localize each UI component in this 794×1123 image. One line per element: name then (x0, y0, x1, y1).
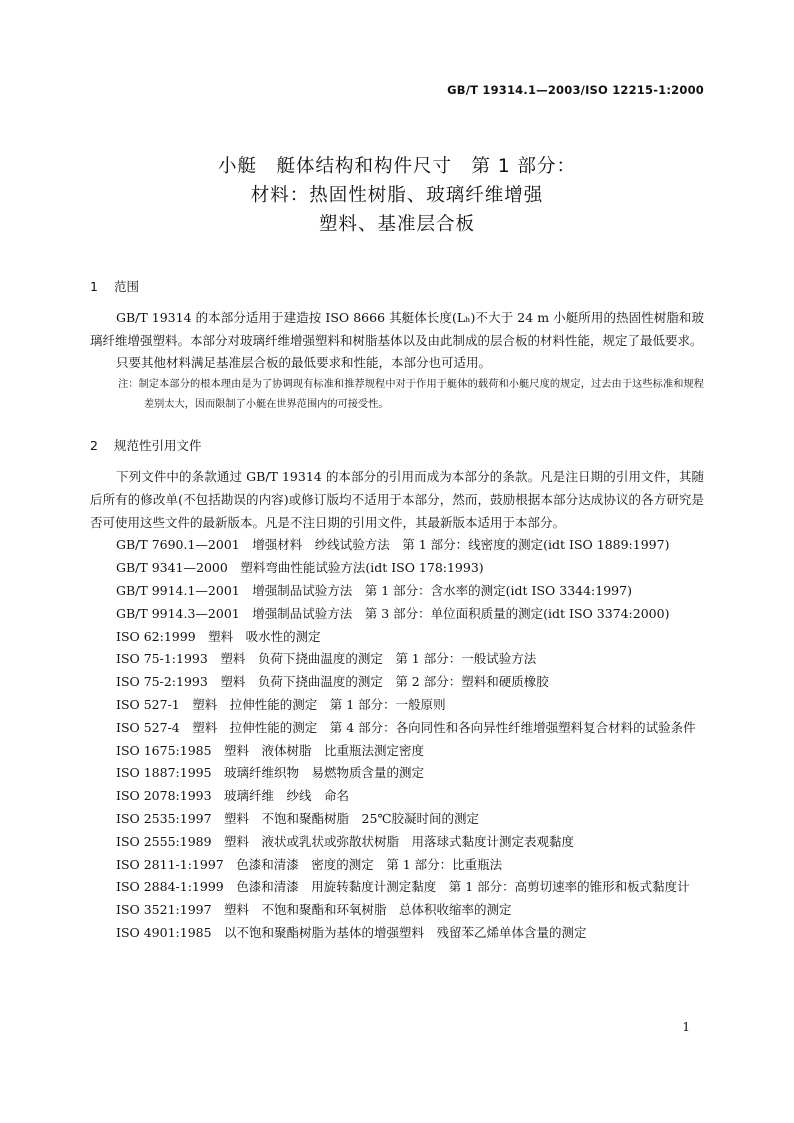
reference-item: ISO 2555:1989 塑料 液状或乳状或弥散状树脂 用落球式黏度计测定表观黏度 (116, 833, 575, 849)
reference-item: GB/T 9341—2000 塑料弯曲性能试验方法(idt ISO 178:1993) (116, 560, 484, 576)
scope-paragraph-2: 只要其他材料满足基准层合板的最低要求和性能，本部分也可适用。 (116, 355, 492, 371)
reference-item: ISO 2884-1:1999 色漆和清漆 用旋转黏度计测定黏度 第 1 部分：高剪切速率的锥形和板式黏度计 (116, 879, 690, 895)
section-2-number: 2 (90, 438, 98, 454)
section-1-heading (90, 276, 704, 299)
reference-item: ISO 1887:1995 玻璃纤维织物 易燃物质含量的测定 (116, 765, 425, 781)
page-number: 1 (682, 1020, 690, 1034)
standard-code: GB/T 19314.1—2003/ISO 12215-1:2000 (447, 83, 704, 97)
reference-item: ISO 527-4 塑料 拉伸性能的测定 第 4 部分：各向同性和各向异性纤维增强塑料复合材料的试验条件 (116, 719, 696, 735)
reference-item: ISO 3521:1997 塑料 不饱和聚酯和环氧树脂 总体积收缩率的测定 (116, 902, 512, 918)
reference-item: ISO 2811-1:1997 色漆和清漆 密度的测定 第 1 部分：比重瓶法 (116, 856, 503, 872)
reference-item: ISO 75-2:1993 塑料 负荷下挠曲温度的测定 第 2 部分：塑料和硬质橡胶 (116, 674, 549, 690)
title-line-1: 小艇 艇体结构和构件尺寸 第 1 部分： (217, 156, 577, 177)
reference-item: GB/T 7690.1—2001 增强材料 纱线试验方法 第 1 部分：线密度的测定(idt ISO 1889:1997) (116, 537, 670, 553)
reference-item: ISO 527-1 塑料 拉伸性能的测定 第 1 部分：一般原则 (116, 696, 446, 712)
reference-item: ISO 4901:1985 以不饱和聚酯树脂为基体的增强塑料 残留苯乙烯单体含量的测定 (116, 924, 587, 940)
scope-note: 注：制定本部分的根本理由是为了协调现有标准和推荐规程中对于作用于艇体的载荷和小艇尺度的规定，过去由于这些标准和规程差别太大，因而限制了小艇在世界范围内的可接受性。 (118, 379, 704, 411)
reference-item: GB/T 9914.3—2001 增强制品试验方法 第 3 部分：单位面积质量的测定(idt ISO 3374:2000) (116, 605, 670, 621)
normative-intro: 下列文件中的条款通过 GB/T 19314 的本部分的引用而成为本部分的条款。凡是注日期的引用文件，其随后所有的修改单(不包括勘误的内容)或修订版均不适用于本部分，然而，鼓励根据本部分达成协议的各方研究是否可使用这些文件的最新版本。凡是不注日期的引用文件，其最新版本适用于本部分。 (90, 468, 704, 530)
section-2-title: 规范性引用文件 (114, 438, 202, 454)
reference-item: ISO 2535:1997 塑料 不饱和聚酯树脂 25℃胶凝时间的测定 (116, 810, 479, 826)
section-2-heading (90, 435, 704, 458)
document-title (0, 152, 794, 239)
scope-paragraph-1: GB/T 19314 的本部分适用于建造按 ISO 8666 其艇体长度(Lₕ)不大于 24 m 小艇所用的热固性树脂和玻璃纤维增强塑料。本部分对玻璃纤维增强塑料和树脂基体以及由此制成的层合板的材料性能，规定了最低要求。 (90, 309, 704, 348)
reference-item: ISO 2078:1993 玻璃纤维 纱线 命名 (116, 788, 350, 804)
section-1-title: 范围 (114, 279, 140, 294)
section-1-number: 1 (90, 279, 98, 294)
reference-item: ISO 62:1999 塑料 吸水性的测定 (116, 628, 321, 644)
title-line-2: 材料：热固性树脂、玻璃纤维增强 (250, 185, 544, 206)
reference-item: ISO 1675:1985 塑料 液体树脂 比重瓶法测定密度 (116, 742, 425, 758)
reference-item: ISO 75-1:1993 塑料 负荷下挠曲温度的测定 第 1 部分：一般试验方法 (116, 651, 537, 667)
document-body (90, 276, 704, 945)
title-line-3: 塑料、基准层合板 (318, 214, 475, 235)
reference-item: GB/T 9914.1—2001 增强制品试验方法 第 1 部分：含水率的测定(idt ISO 3344:1997) (116, 582, 632, 598)
